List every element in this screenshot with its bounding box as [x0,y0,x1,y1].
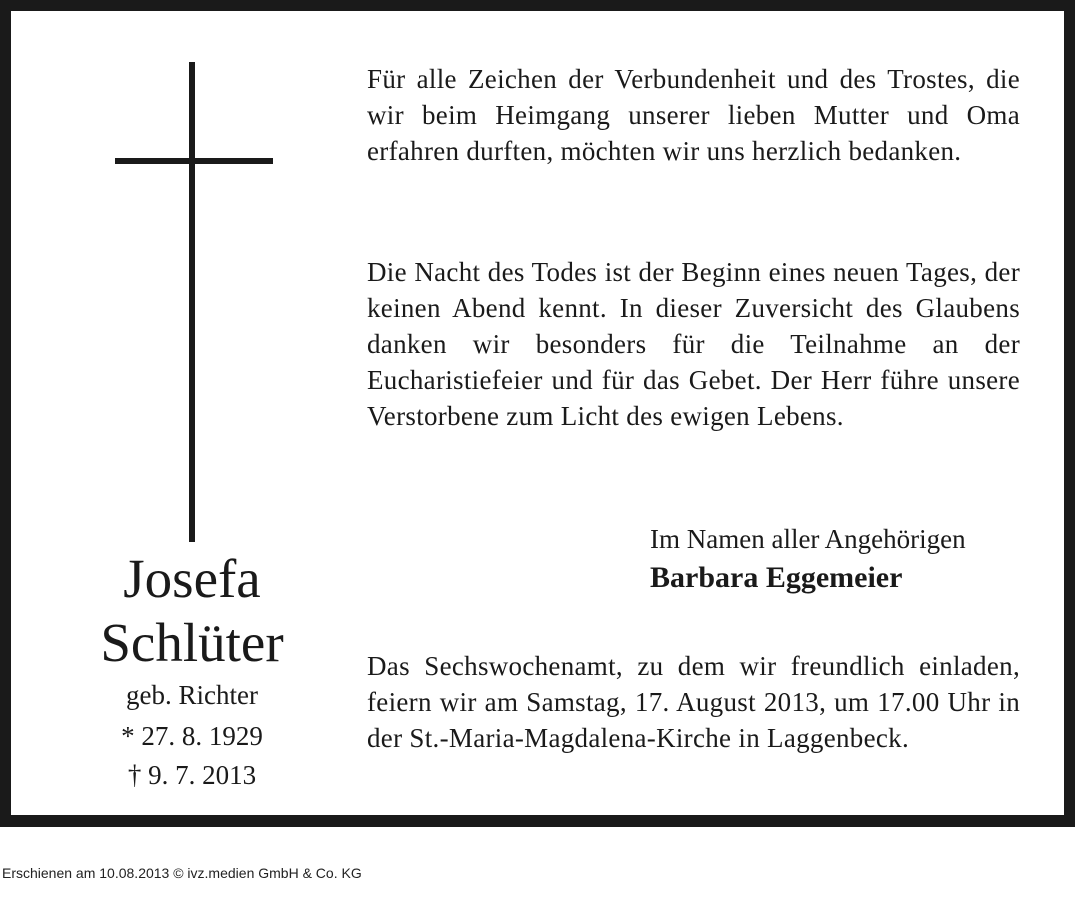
publication-footer: Erschienen am 10.08.2013 © ivz.medien GmbH & Co. KG [2,865,362,881]
maiden-name: geb. Richter [126,680,258,710]
cross-vertical-bar [189,62,195,542]
thanks-paragraph: Für alle Zeichen der Verbundenheit und des Trostes, die wir beim Heimgang unserer lieben Mutter und Oma erfahren durften, möchten wir uns herzlich bedanken. [367,64,1020,166]
signature-intro: Im Namen aller Angehörigen [650,524,966,554]
deceased-first-name: Josefa [123,548,261,609]
faith-paragraph: Die Nacht des Todes ist der Beginn eines neuen Tages, der keinen Abend kennt. In dieser Zuversicht des Glaubens danken wir besonders für die Teilnahme an der Eucharistiefeier und für das Gebet. Der Herr führe unsere Verstorbene zum Licht des ewigen Lebens. [367,257,1020,431]
death-date: † 9. 7. 2013 [127,760,257,790]
deceased-last-name: Schlüter [100,612,284,673]
memorial-mass-paragraph: Das Sechswochenamt, zu dem wir freundlich einladen, feiern wir am Samstag, 17. August 2013, um 17.00 Uhr in der St.-Maria-Magdalena-Kirche in Laggenbeck. [367,651,1020,753]
signature-name: Barbara Eggemeier [650,561,903,594]
birth-date: * 27. 8. 1929 [121,721,263,751]
cross-horizontal-bar [115,158,273,164]
